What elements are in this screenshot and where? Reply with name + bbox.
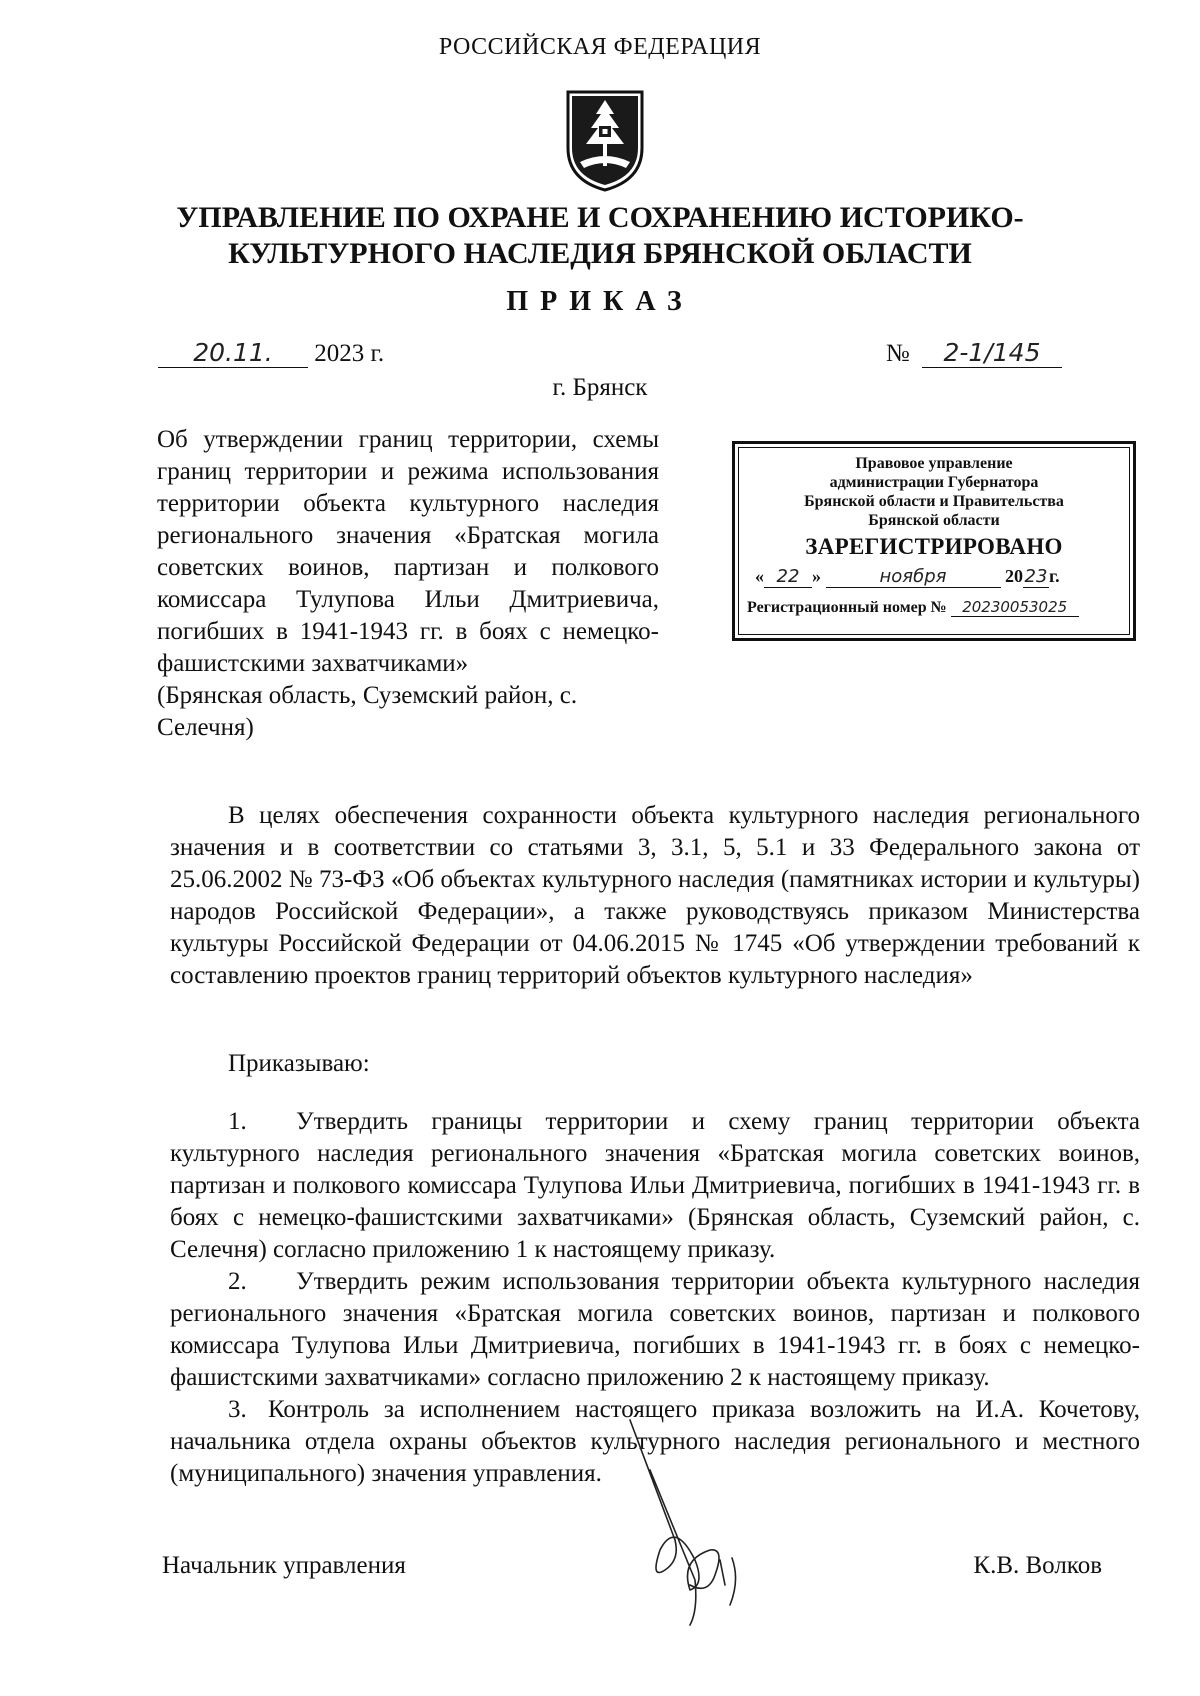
stamp-year-prefix: 20 [1005, 566, 1023, 586]
subject-location: (Брянская область, Суземский район, с. Селечня) [157, 682, 578, 741]
order-number [886, 338, 1062, 368]
handwritten-number: 2-1/145 [922, 338, 1062, 368]
registration-stamp [732, 441, 1136, 641]
item-text: Утвердить режим использования территории объекта культурного наследия регионального значения «Братская могила советских воинов, партизан и полкового комиссара Тулупова Ильи Дмитриевича, погибших в 1941-1943 гг. в боях с немецко-фашистскими захватчиками» согласно приложению 2 к настоящему приказу. [170, 1268, 1140, 1391]
stamp-month: ноября [826, 566, 1001, 588]
order-item-1 [170, 1106, 1140, 1266]
organization-line-2: КУЛЬТУРНОГО НАСЛЕДИЯ БРЯНСКОЙ ОБЛАСТИ [228, 237, 972, 270]
order-item-2 [170, 1266, 1140, 1394]
signer-name: К.В. Волков [973, 1552, 1102, 1579]
city: г. Брянск [552, 374, 648, 401]
organization-name [150, 200, 1050, 272]
subject-text: Об утверждении границ территории, схемы границ территории и режима использования территории объекта культурного наследия регионального значения «Братская могила советских воинов, партизан и полкового комиссара Тулупова Ильи Дмитриевича, погибших в 1941-1943 гг. в боях с немецко-фашистскими захватчиками» [157, 426, 659, 677]
stamp-date: « 22 » ноября 2023г. [755, 566, 1060, 587]
order-word: Приказываю: [228, 1050, 370, 1077]
stamp-day: 22 [764, 566, 812, 588]
stamp-registered: ЗАРЕГИСТРИРОВАНО [805, 534, 1063, 559]
stamp-reg-value: 20230053025 [951, 598, 1079, 617]
handwritten-date: 20.11. [158, 338, 308, 368]
item-text: Контроль за исполнением настоящего приказа возложить на И.А. Кочетову, начальника отдела охраны объектов культурного наследия регионального и местного (муниципального) значения управления. [170, 1396, 1140, 1487]
document-type: ПРИКАЗ [506, 286, 694, 317]
preamble-paragraph: В целях обеспечения сохранности объекта культурного наследия регионального значения и в соответствии со статьями 3, 3.1, 5, 5.1 и 33 Федерального закона от 25.06.2002 № 73-ФЗ «Об объектах культурного наследия (памятниках истории и культуры) народов Российской Федерации», а также руководствуясь приказом Министерства культуры Российской Федерации от 04.06.2015 № 1745 «Об утверждении требований к составлению проектов границ территорий объектов культурного наследия» [170, 802, 1140, 989]
item-number: 2. [228, 1268, 247, 1295]
organization-line-1: УПРАВЛЕНИЕ ПО ОХРАНЕ И СОХРАНЕНИЮ ИСТОРИКО- [176, 201, 1024, 234]
order-date [158, 338, 384, 368]
item-text: Утвердить границы территории и схему границ территории объекта культурного наследия регионального значения «Братская могила советских воинов, партизан и полкового комиссара Тулупова Ильи Дмитриевича, погибших в 1941-1943 гг. в боях с немецко-фашистскими захватчиками» (Брянская область, Суземский район, с. Селечня) согласно приложению 1 к настоящему приказу. [170, 1108, 1140, 1263]
stamp-line-1: Правовое управление [855, 455, 1013, 472]
item-number: 1. [228, 1108, 247, 1135]
stamp-year-unit: г. [1049, 566, 1060, 586]
coat-of-arms-emblem [564, 88, 646, 192]
year-text: 2023 г. [314, 340, 385, 367]
stamp-line-3: Брянской области и Правительства [804, 493, 1064, 510]
stamp-inner-frame [738, 447, 1130, 635]
stamp-reg-label: Регистрационный номер № [747, 599, 947, 616]
stamp-line-2: администрации Губернатора [829, 474, 1039, 491]
order-subject [157, 424, 659, 744]
signer-position: Начальник управления [162, 1552, 406, 1579]
stamp-line-4: Брянской области [868, 512, 1000, 529]
stamp-year-suffix: 23 [1024, 566, 1048, 587]
item-number: 3. [228, 1396, 247, 1423]
country-title: РОССИЙСКАЯ ФЕДЕРАЦИЯ [438, 34, 762, 60]
stamp-registration-number [747, 598, 1121, 617]
number-sign: № [885, 340, 910, 367]
handwritten-signature [620, 1410, 770, 1630]
